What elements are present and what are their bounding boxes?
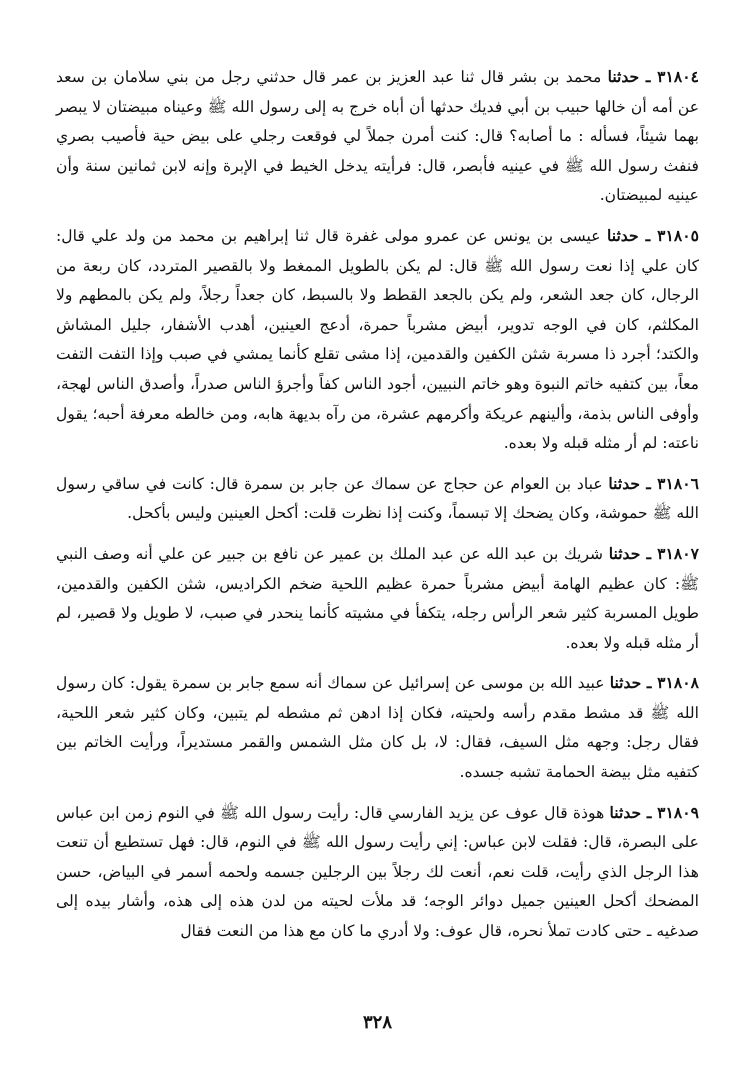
hadith-paragraph: ٣١٨٠٩ ـ حدثنا هوذة قال عوف عن يزيد الفارسي قال: رأيت رسول الله ﷺ في النوم زمن ابن عباس على البصرة، قال: فقلت لابن عباس: إني رأيت رسول الله ﷺ في النوم، قال: فهل تستطيع أن تنعت هذا الرجل الذي رأيت، قلت نعم، أنعت لك رجلاً بين الرجلين جسمه ولحمه أسمر في البياض، حسن المضحك أكحل العينين جميل دوائر الوجه؛ قد ملأت لحيته من لدن هذه إلى هذه، وأشار بيده إلى صدغيه ـ حتى كادت تملأ نحره، قال عوف: ولا أدري ما كان مع هذا من النعت فقال xyxy=(56,802,699,941)
hadith-opening: حدثنا xyxy=(609,673,642,693)
hadith-number: ٣١٨٠٧ xyxy=(657,543,699,563)
hadith-text: عباد بن العوام عن حجاج عن سماك عن جابر بن سمرة قال: كانت في ساقي رسول الله ﷺ حموشة، وكان يضحك إلا تبسماً، وكنت إذا نظرت قلت: أكحل العينين وليس بأكحل. xyxy=(56,474,699,523)
hadith-opening: حدثنا xyxy=(609,802,642,822)
hadith-text: عيسى بن يونس عن عمرو مولى غفرة قال ثنا إبراهيم بن محمد من ولد علي قال: كان علي إذا نعت رسول الله ﷺ قال: لم يكن بالطويل الممغط ولا بالقصير المتردد، كان ربعة من الرجال، كان جعد الشعر، ولم يكن بالجعد القطط ولا بالسبط، كان جعداً رجلاً، ولم يكن بالمطهم ولا المكلثم، كان في الوجه تدوير، أبيض مشرباً حمرة، أدعج العينين، أهدب الأشفار، جليل المشاش والكتد؛ أجرد ذا مسربة شثن الكفين والقدمين، إذا مشى تقلع كأنما يمشي في صبب وإذا التفت التفت معاً، بين كتفيه خاتم النبوة وهو خاتم النبيين، أجود الناس كفاً وأجرؤ الناس صدراً، وأصدق الناس لهجة، وأوفى الناس بذمة، وألينهم عريكة وأكرمهم عشرة، من رآه بديهة هابه، ومن خالطه معرفة أحبه؛ يقول ناعته: لم أر مثله قبله ولا بعده. xyxy=(55,226,699,453)
hadith-opening: حدثنا xyxy=(607,67,640,86)
hadith-opening: حدثنا xyxy=(607,225,639,245)
hadith-number: ٣١٨٠٤ xyxy=(657,67,699,86)
hadith-paragraph: ٣١٨٠٥ ـ حدثنا عيسى بن يونس عن عمرو مولى غفرة قال ثنا إبراهيم بن محمد من ولد علي قال: كان علي إذا نعت رسول الله ﷺ قال: لم يكن بالطويل الممغط ولا بالقصير المتردد، كان ربعة من الرجال، كان جعد الشعر، ولم يكن بالجعد القطط ولا بالسبط، كان جعداً رجلاً، ولم يكن بالمطهم ولا المكلثم، كان في الوجه تدوير، أبيض مشرباً حمرة، أدعج العينين، أهدب الأشفار، جليل المشاش والكتد؛ أجرد ذا مسربة شثن الكفين والقدمين، إذا مشى تقلع كأنما يمشي في صبب وإذا التفت التفت معاً، بين كتفيه خاتم النبوة وهو خاتم النبيين، أجود الناس كفاً وأجرؤ الناس صدراً، وأصدق الناس لهجة، وأوفى الناس بذمة، وألينهم عريكة وأكرمهم عشرة، من رآه بديهة هابه، ومن خالطه معرفة أحبه؛ يقول ناعته: لم أر مثله قبله ولا بعده. xyxy=(55,225,699,453)
hadith-number: ٣١٨٠٥ xyxy=(657,225,699,245)
hadith-text: عبيد الله بن موسى عن إسرائيل عن سماك أنه سمع جابر بن سمرة يقول: كان رسول الله ﷺ قد مشط مقدم رأسه ولحيته، فكان إذا ادهن ثم مشطه لم يتبين، وكان كثير شعر اللحية، فقال رجل: وجهه مثل السيف، فقال: لا، بل كان مثل الشمس والقمر مستديراً، ورأيت الخاتم بين كتفيه مثل بيضة الحمامة تشبه جسده. xyxy=(56,674,699,782)
hadith-paragraph: ٣١٨٠٤ ـ حدثنا محمد بن بشر قال ثنا عبد العزيز بن عمر قال حدثني رجل من بني سلامان بن سعد عن أمه أن خالها حبيب بن أبي فديك حدثها أن أباه خرج به إلى رسول الله ﷺ وعيناه مبيضتان لا يبصر بهما شيئاً، فسأله : ما أصابه؟ قال: كنت أمرن جملاً لي فوقعت رجلي على بيض حية فأصيب بصري فنفث رسول الله ﷺ في عينيه فأبصر، قال: فرأيته يدخل الخيط في الإبرة وإنه لابن ثمانين سنة وأن عينيه لمبيضتان. xyxy=(56,67,699,205)
hadith-text: هوذة قال عوف عن يزيد الفارسي قال: رأيت رسول الله ﷺ في النوم زمن ابن عباس على البصرة، قال: فقلت لابن عباس: إني رأيت رسول الله ﷺ في النوم، قال: فهل تستطيع أن تنعت هذا الرجل الذي رأيت، قلت نعم، أنعت لك رجلاً بين الرجلين جسمه ولحمه أسمر في البياض، حسن المضحك أكحل العينين جميل دوائر الوجه؛ قد ملأت لحيته من لدن هذه إلى هذه، وأشار بيده إلى صدغيه ـ حتى كادت تملأ نحره، قال عوف: ولا أدري ما كان مع هذا من النعت فقال xyxy=(56,803,699,941)
hadith-number: ٣١٨٠٨ xyxy=(657,673,699,693)
hadith-paragraph: ٣١٨٠٦ ـ حدثنا عباد بن العوام عن حجاج عن سماك عن جابر بن سمرة قال: كانت في ساقي رسول الله ﷺ حموشة، وكان يضحك إلا تبسماً، وكنت إذا نظرت قلت: أكحل العينين وليس بأكحل. xyxy=(56,473,699,523)
hadith-opening: حدثنا xyxy=(608,473,641,493)
hadith-number: ٣١٨٠٦ xyxy=(657,473,699,493)
hadith-opening: حدثنا xyxy=(608,543,641,563)
hadith-text: شريك بن عبد الله عن عبد الملك بن عمير عن نافع بن جبير عن علي أنه وصف النبي ﷺ: كان عظيم الهامة أبيض مشرباً حمرة عظيم اللحية ضخم الكراديس، شثن الكفين والقدمين، طويل المسربة كثير شعر الرأس رجله، يتكفأ في مشيته كأنما ينحدر في صبب، لا طويل ولا قصير، لم أر مثله قبله ولا بعده. xyxy=(56,544,699,652)
hadith-paragraph: ٣١٨٠٨ ـ حدثنا عبيد الله بن موسى عن إسرائيل عن سماك أنه سمع جابر بن سمرة يقول: كان رسول الله ﷺ قد مشط مقدم رأسه ولحيته، فكان إذا ادهن ثم مشطه لم يتبين، وكان كثير شعر اللحية، فقال رجل: وجهه مثل السيف، فقال: لا، بل كان مثل الشمس والقمر مستديراً، ورأيت الخاتم بين كتفيه مثل بيضة الحمامة تشبه جسده. xyxy=(56,673,699,782)
hadith-text: محمد بن بشر قال ثنا عبد العزيز بن عمر قال حدثني رجل من بني سلامان بن سعد عن أمه أن خالها حبيب بن أبي فديك حدثها أن أباه خرج به إلى رسول الله ﷺ وعيناه مبيضتان لا يبصر بهما شيئاً، فسأله : ما أصابه؟ قال: كنت أمرن جملاً لي فوقعت رجلي على بيض حية فأصيب بصري فنفث رسول الله ﷺ في عينيه فأبصر، قال: فرأيته يدخل الخيط في الإبرة وإنه لابن ثمانين سنة وأن عينيه لمبيضتان. xyxy=(56,68,699,205)
page-number: ٣٢٨ xyxy=(362,1012,392,1033)
hadith-paragraph: ٣١٨٠٧ ـ حدثنا شريك بن عبد الله عن عبد الملك بن عمير عن نافع بن جبير عن علي أنه وصف النبي ﷺ: كان عظيم الهامة أبيض مشرباً حمرة عظيم اللحية ضخم الكراديس، شثن الكفين والقدمين، طويل المسربة كثير شعر الرأس رجله، يتكفأ في مشيته كأنما ينحدر في صبب، لا طويل ولا قصير، لم أر مثله قبله ولا بعده. xyxy=(56,543,699,652)
hadith-list xyxy=(56,62,699,947)
hadith-number: ٣١٨٠٩ xyxy=(657,802,699,822)
